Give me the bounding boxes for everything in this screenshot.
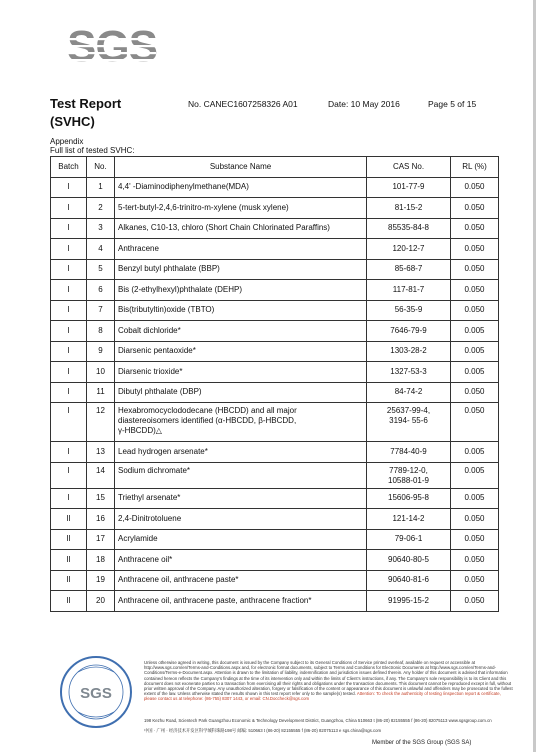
table-header-row bbox=[51, 157, 499, 178]
rl-cell: 0.005 bbox=[451, 442, 499, 463]
table-row bbox=[51, 488, 499, 509]
cas-cell: 7646-79-9 bbox=[367, 321, 451, 342]
no-cell: 19 bbox=[87, 570, 115, 591]
no-cell: 17 bbox=[87, 529, 115, 550]
substance-cell: Lead hydrogen arsenate* bbox=[115, 442, 367, 463]
cas-line: 3194- 55-6 bbox=[389, 416, 428, 425]
cas-cell bbox=[367, 403, 451, 442]
substance-cell: 2,4-Dinitrotoluene bbox=[115, 509, 367, 530]
table-row bbox=[51, 382, 499, 403]
footer-disclaimer bbox=[144, 660, 514, 702]
cas-line: 25637-99-4, bbox=[386, 406, 431, 415]
table-row bbox=[51, 570, 499, 591]
batch-cell: I bbox=[51, 239, 87, 260]
no-cell: 18 bbox=[87, 550, 115, 571]
batch-cell: I bbox=[51, 362, 87, 383]
cas-cell: 101-77-9 bbox=[367, 177, 451, 198]
table-row bbox=[51, 550, 499, 571]
rl-cell: 0.050 bbox=[451, 591, 499, 612]
substance-cell: Triethyl arsenate* bbox=[115, 488, 367, 509]
batch-cell: I bbox=[51, 300, 87, 321]
cas-cell: 1303-28-2 bbox=[367, 341, 451, 362]
no-cell: 14 bbox=[87, 462, 115, 488]
rl-cell: 0.005 bbox=[451, 321, 499, 342]
no-cell: 2 bbox=[87, 198, 115, 219]
table-row bbox=[51, 300, 499, 321]
rl-cell: 0.050 bbox=[451, 300, 499, 321]
cas-cell: 85-68-7 bbox=[367, 259, 451, 280]
substance-cell: Dibutyl phthalate (DBP) bbox=[115, 382, 367, 403]
sgs-logo bbox=[64, 22, 160, 80]
cas-cell: 117-81-7 bbox=[367, 280, 451, 301]
substance-cell: Cobalt dichloride* bbox=[115, 321, 367, 342]
batch-cell: I bbox=[51, 442, 87, 463]
substance-cell: Bis (2-ethylhexyl)phthalate (DEHP) bbox=[115, 280, 367, 301]
batch-cell: I bbox=[51, 198, 87, 219]
rl-cell: 0.050 bbox=[451, 177, 499, 198]
batch-cell: I bbox=[51, 218, 87, 239]
batch-cell: I bbox=[51, 280, 87, 301]
table-row bbox=[51, 591, 499, 612]
cas-cell: 90640-80-5 bbox=[367, 550, 451, 571]
rl-cell: 0.005 bbox=[451, 462, 499, 488]
no-cell: 20 bbox=[87, 591, 115, 612]
report-subtitle: (SVHC) bbox=[50, 114, 95, 129]
attention-text: Attention: To check the authenticity of testing /inspection report & certificate, please contact us at telephone: (86-755) 8307 1443, or email: CN.Doccheck@sgs.com bbox=[144, 691, 501, 702]
rl-cell: 0.050 bbox=[451, 259, 499, 280]
rl-cell: 0.050 bbox=[451, 382, 499, 403]
table-row bbox=[51, 341, 499, 362]
table-row bbox=[51, 321, 499, 342]
rl-cell: 0.050 bbox=[451, 218, 499, 239]
batch-cell: II bbox=[51, 550, 87, 571]
no-cell: 15 bbox=[87, 488, 115, 509]
table-row bbox=[51, 239, 499, 260]
substance-cell: Diarsenic pentaoxide* bbox=[115, 341, 367, 362]
no-cell: 5 bbox=[87, 259, 115, 280]
footer-address-cn: 中国 · 广州 · 经济技术开发区科学城科珠路198号 邮编: 510663 t (86-20) 82155555 f (86-20) 82075113 e sgs.china@sgs.com bbox=[144, 728, 382, 733]
substance-cell: Bis(tributyltin)oxide (TBTO) bbox=[115, 300, 367, 321]
no-cell: 3 bbox=[87, 218, 115, 239]
batch-cell: I bbox=[51, 177, 87, 198]
no-cell: 16 bbox=[87, 509, 115, 530]
col-header-substance: Substance Name bbox=[115, 157, 367, 178]
cas-cell: 1327-53-3 bbox=[367, 362, 451, 383]
no-cell: 11 bbox=[87, 382, 115, 403]
batch-cell: I bbox=[51, 382, 87, 403]
col-header-no: No. bbox=[87, 157, 115, 178]
batch-cell: I bbox=[51, 341, 87, 362]
substance-cell bbox=[115, 403, 367, 442]
substance-cell: Alkanes, C10-13, chloro (Short Chain Chlorinated Paraffins) bbox=[115, 218, 367, 239]
no-cell: 12 bbox=[87, 403, 115, 442]
disclaimer-text: Unless otherwise agreed in writing, this document is issued by the Company subject to its General Conditions of Service printed overleaf, available on request or accessible at http://www.sgs.com/en/Terms-and-Conditions.aspx and, for electronic format documents, subject to Terms and Conditions for Electronic Documents at http://www.sgs.com/en/Terms-and-Conditions/Terms-e-Document.aspx. Attention is drawn to the limitation of liability, indemnification and jurisdiction issues defined therein. Any holder of this document is advised that information contained hereon reflects the Company's findings at the time of its intervention only and within the limits of Client's instructions, if any. The Company's sole responsibility is to its Client and this document does not exonerate parties to a transaction from exercising all their rights and obligations under the transaction documents. This document cannot be reproduced except in full, without prior written approval of the Company. Any unauthorized alteration, forgery or falsification of the content or appearance of this document is unlawful and offenders may be prosecuted to the fullest extent of the law. Unless otherwise stated the results shown in this test report refer only to the sample(s) tested. bbox=[144, 660, 513, 697]
batch-cell: II bbox=[51, 509, 87, 530]
rl-cell: 0.050 bbox=[451, 550, 499, 571]
seal-logo-text: SGS bbox=[80, 685, 112, 702]
rl-cell: 0.050 bbox=[451, 403, 499, 442]
batch-cell: I bbox=[51, 462, 87, 488]
cas-cell: 120-12-7 bbox=[367, 239, 451, 260]
table-row bbox=[51, 403, 499, 442]
batch-cell: I bbox=[51, 259, 87, 280]
cas-cell bbox=[367, 462, 451, 488]
batch-cell: I bbox=[51, 321, 87, 342]
batch-cell: II bbox=[51, 529, 87, 550]
table-row bbox=[51, 280, 499, 301]
table-row bbox=[51, 177, 499, 198]
cas-cell: 79-06-1 bbox=[367, 529, 451, 550]
no-cell: 13 bbox=[87, 442, 115, 463]
cas-cell: 85535-84-8 bbox=[367, 218, 451, 239]
no-cell: 6 bbox=[87, 280, 115, 301]
substance-cell: 4,4' -Diaminodiphenylmethane(MDA) bbox=[115, 177, 367, 198]
no-cell: 7 bbox=[87, 300, 115, 321]
table-row bbox=[51, 442, 499, 463]
substance-line: Hexabromocyclododecane (HBCDD) and all major bbox=[118, 406, 297, 415]
rl-cell: 0.050 bbox=[451, 239, 499, 260]
substance-cell: Benzyl butyl phthalate (BBP) bbox=[115, 259, 367, 280]
substance-cell: Anthracene oil, anthracene paste, anthracene fraction* bbox=[115, 591, 367, 612]
substance-cell: Diarsenic trioxide* bbox=[115, 362, 367, 383]
report-number: No. CANEC1607258326 A01 bbox=[188, 99, 298, 109]
rl-cell: 0.005 bbox=[451, 341, 499, 362]
page-number: Page 5 of 15 bbox=[428, 99, 477, 109]
substance-cell: Anthracene oil, anthracene paste* bbox=[115, 570, 367, 591]
cas-cell: 81-15-2 bbox=[367, 198, 451, 219]
table-row bbox=[51, 529, 499, 550]
substance-cell: Acrylamide bbox=[115, 529, 367, 550]
batch-cell: II bbox=[51, 591, 87, 612]
no-cell: 1 bbox=[87, 177, 115, 198]
member-statement: Member of the SGS Group (SGS SA) bbox=[372, 740, 472, 746]
batch-cell: II bbox=[51, 570, 87, 591]
no-cell: 10 bbox=[87, 362, 115, 383]
batch-cell: I bbox=[51, 403, 87, 442]
rl-cell: 0.005 bbox=[451, 362, 499, 383]
table-row bbox=[51, 509, 499, 530]
logo-stripes-icon bbox=[68, 34, 156, 64]
substance-cell: 5-tert-butyl-2,4,6-trinitro-m-xylene (musk xylene) bbox=[115, 198, 367, 219]
table-row bbox=[51, 198, 499, 219]
rl-cell: 0.005 bbox=[451, 488, 499, 509]
col-header-rl: RL (%) bbox=[451, 157, 499, 178]
sgs-seal-icon bbox=[58, 654, 134, 730]
cas-cell: 15606-95-8 bbox=[367, 488, 451, 509]
cas-cell: 7784-40-9 bbox=[367, 442, 451, 463]
substance-line: γ-HBCDD)△ bbox=[118, 426, 162, 435]
cas-line: 7789-12-0, bbox=[389, 465, 428, 475]
rl-cell: 0.050 bbox=[451, 529, 499, 550]
cas-cell: 121-14-2 bbox=[367, 509, 451, 530]
report-title: Test Report bbox=[50, 96, 122, 111]
substance-line: diastereoisomers identified (α-HBCDD, β-HBCDD, bbox=[118, 416, 297, 425]
cas-cell: 90640-81-6 bbox=[367, 570, 451, 591]
rl-cell: 0.050 bbox=[451, 570, 499, 591]
substance-cell: Anthracene oil* bbox=[115, 550, 367, 571]
cas-line: 10588-01-9 bbox=[388, 475, 429, 485]
appendix-label: Appendix bbox=[50, 137, 84, 146]
table-row bbox=[51, 462, 499, 488]
cas-cell: 91995-15-2 bbox=[367, 591, 451, 612]
svhc-table bbox=[50, 156, 499, 612]
substance-cell: Sodium dichromate* bbox=[115, 462, 367, 488]
rl-cell: 0.050 bbox=[451, 509, 499, 530]
col-header-batch: Batch bbox=[51, 157, 87, 178]
table-row bbox=[51, 218, 499, 239]
cas-cell: 56-35-9 bbox=[367, 300, 451, 321]
report-date: Date: 10 May 2016 bbox=[328, 99, 400, 109]
no-cell: 4 bbox=[87, 239, 115, 260]
list-title: Full list of tested SVHC: bbox=[50, 146, 135, 155]
rl-cell: 0.050 bbox=[451, 280, 499, 301]
batch-cell: I bbox=[51, 488, 87, 509]
cas-cell: 84-74-2 bbox=[367, 382, 451, 403]
substance-cell: Anthracene bbox=[115, 239, 367, 260]
no-cell: 9 bbox=[87, 341, 115, 362]
rl-cell: 0.050 bbox=[451, 198, 499, 219]
table-row bbox=[51, 259, 499, 280]
col-header-cas: CAS No. bbox=[367, 157, 451, 178]
footer-address-en: 198 Kezhu Road, Scientech Park Guangzhou Economic & Technology Development District, Guangzhou, China 510663 t (86-20) 82155555 f (86-20) 82075113 www.sgsgroup.com.cn bbox=[144, 718, 492, 723]
no-cell: 8 bbox=[87, 321, 115, 342]
table-row bbox=[51, 362, 499, 383]
